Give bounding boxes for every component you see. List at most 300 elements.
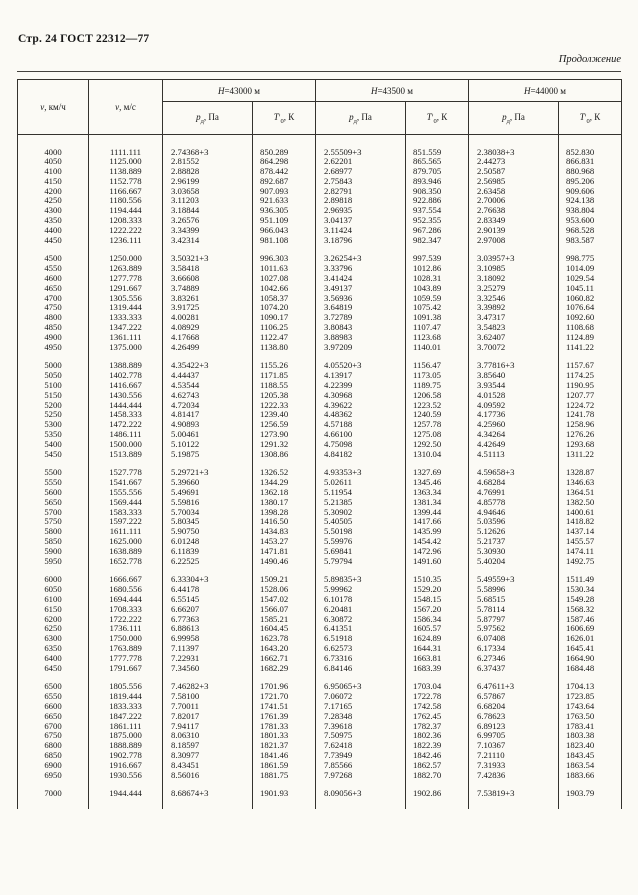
table-row	[18, 391, 622, 401]
cell-temperature-1: 1781.33	[253, 722, 316, 732]
cell-pressure-1: 8.30977	[163, 751, 253, 761]
cell-temperature-2: 922.886	[406, 196, 469, 206]
cell-temperature-1: 1090.17	[253, 313, 316, 323]
group-gap	[18, 245, 622, 254]
cell-pressure-3: 4.01528	[469, 391, 559, 401]
cell-pressure-3: 4.51113	[469, 450, 559, 460]
cell-pressure-2: 7.50975	[316, 731, 406, 741]
cell-temperature-3: 1157.67	[559, 361, 622, 371]
cell-temperature-1: 921.633	[253, 196, 316, 206]
cell-pressure-1: 3.50321+3	[163, 254, 253, 264]
table-row	[18, 682, 622, 692]
cell-temperature-1: 1881.75	[253, 771, 316, 781]
cell-v-ms: 1611.111	[89, 527, 163, 537]
cell-temperature-2: 1363.34	[406, 488, 469, 498]
cell-temperature-1: 1453.27	[253, 537, 316, 547]
cell-v-kmh: 4200	[18, 187, 89, 197]
cell-pressure-1: 5.39660	[163, 478, 253, 488]
cell-v-kmh: 4000	[18, 148, 89, 158]
cell-pressure-3: 4.85778	[469, 498, 559, 508]
cell-v-kmh: 4850	[18, 323, 89, 333]
cell-v-kmh: 4900	[18, 333, 89, 343]
cell-pressure-2: 7.06072	[316, 692, 406, 702]
cell-pressure-1: 6.22525	[163, 557, 253, 567]
cell-v-kmh: 4050	[18, 157, 89, 167]
cell-temperature-1: 864.298	[253, 157, 316, 167]
cell-pressure-2: 7.97268	[316, 771, 406, 781]
cell-pressure-3: 6.27346	[469, 654, 559, 664]
col-header-temperature-2: $T'_0$, К	[406, 102, 469, 135]
cell-v-kmh: 5500	[18, 468, 89, 478]
cell-v-kmh: 5950	[18, 557, 89, 567]
cell-temperature-1: 981.108	[253, 236, 316, 246]
cell-v-kmh: 5300	[18, 420, 89, 430]
cell-temperature-2: 1107.47	[406, 323, 469, 333]
cell-pressure-3: 2.83349	[469, 216, 559, 226]
table-row	[18, 450, 622, 460]
cell-temperature-1: 1308.86	[253, 450, 316, 460]
group-gap-cell	[163, 799, 253, 809]
cell-pressure-2: 8.09056+3	[316, 789, 406, 799]
cell-pressure-1: 6.66207	[163, 605, 253, 615]
cell-temperature-2: 1257.78	[406, 420, 469, 430]
cell-pressure-3: 6.78623	[469, 712, 559, 722]
cell-pressure-1: 5.59816	[163, 498, 253, 508]
cell-temperature-3: 1568.32	[559, 605, 622, 615]
cell-pressure-2: 5.11954	[316, 488, 406, 498]
cell-v-kmh: 6050	[18, 585, 89, 595]
cell-v-kmh: 6600	[18, 702, 89, 712]
col-header-v-kmh: v, км/ч	[18, 80, 89, 135]
cell-v-ms: 1569.444	[89, 498, 163, 508]
cell-v-kmh: 6700	[18, 722, 89, 732]
cell-v-ms: 1777.778	[89, 654, 163, 664]
cell-v-ms: 1513.889	[89, 450, 163, 460]
cell-temperature-3: 1045.11	[559, 284, 622, 294]
table-row	[18, 731, 622, 741]
cell-pressure-3: 7.10367	[469, 741, 559, 751]
cell-temperature-3: 1606.69	[559, 624, 622, 634]
cell-v-ms: 1152.778	[89, 177, 163, 187]
cell-temperature-1: 1662.71	[253, 654, 316, 664]
cell-pressure-2: 3.88983	[316, 333, 406, 343]
cell-temperature-2: 1028.31	[406, 274, 469, 284]
cell-temperature-2: 997.539	[406, 254, 469, 264]
cell-temperature-3: 909.606	[559, 187, 622, 197]
cell-pressure-2: 5.21385	[316, 498, 406, 508]
cell-pressure-1: 8.18597	[163, 741, 253, 751]
cell-temperature-3: 1437.14	[559, 527, 622, 537]
cell-temperature-2: 1140.01	[406, 343, 469, 353]
cell-temperature-3: 998.775	[559, 254, 622, 264]
cell-v-ms: 1666.667	[89, 575, 163, 585]
cell-pressure-2: 5.99962	[316, 585, 406, 595]
cell-v-ms: 1763.889	[89, 644, 163, 654]
cell-pressure-1: 4.26499	[163, 343, 253, 353]
cell-temperature-2: 952.355	[406, 216, 469, 226]
cell-v-kmh: 5800	[18, 527, 89, 537]
cell-pressure-2: 5.59976	[316, 537, 406, 547]
cell-temperature-1: 1623.78	[253, 634, 316, 644]
cell-v-ms: 1527.778	[89, 468, 163, 478]
cell-pressure-2: 3.56936	[316, 294, 406, 304]
cell-v-ms: 1708.333	[89, 605, 163, 615]
cell-pressure-1: 6.99958	[163, 634, 253, 644]
cell-temperature-2: 1012.86	[406, 264, 469, 274]
cell-temperature-1: 1122.47	[253, 333, 316, 343]
cell-v-kmh: 6950	[18, 771, 89, 781]
cell-temperature-2: 937.554	[406, 206, 469, 216]
cell-temperature-2: 1882.70	[406, 771, 469, 781]
cell-v-kmh: 4400	[18, 226, 89, 236]
cell-v-ms: 1236.111	[89, 236, 163, 246]
cell-pressure-1: 4.35422+3	[163, 361, 253, 371]
cell-temperature-2: 1043.89	[406, 284, 469, 294]
cell-v-ms: 1888.889	[89, 741, 163, 751]
cell-v-kmh: 5350	[18, 430, 89, 440]
cell-temperature-1: 1074.20	[253, 303, 316, 313]
cell-temperature-2: 1275.08	[406, 430, 469, 440]
cell-temperature-1: 1256.59	[253, 420, 316, 430]
cell-temperature-2: 967.286	[406, 226, 469, 236]
cell-temperature-3: 924.138	[559, 196, 622, 206]
cell-temperature-3: 1258.96	[559, 420, 622, 430]
cell-pressure-3: 2.63458	[469, 187, 559, 197]
cell-v-ms: 1180.556	[89, 196, 163, 206]
cell-v-ms: 1472.222	[89, 420, 163, 430]
cell-pressure-2: 5.69841	[316, 547, 406, 557]
cell-pressure-2: 4.84182	[316, 450, 406, 460]
cell-temperature-3: 1293.68	[559, 440, 622, 450]
cell-v-kmh: 6250	[18, 624, 89, 634]
cell-pressure-2: 5.02611	[316, 478, 406, 488]
cell-temperature-1: 1682.29	[253, 664, 316, 674]
table-row	[18, 343, 622, 353]
cell-temperature-3: 938.804	[559, 206, 622, 216]
table-row	[18, 196, 622, 206]
cell-pressure-2: 6.51918	[316, 634, 406, 644]
cell-pressure-2: 7.62418	[316, 741, 406, 751]
cell-temperature-2: 1548.15	[406, 595, 469, 605]
cell-temperature-2: 1842.46	[406, 751, 469, 761]
cell-temperature-2: 1683.39	[406, 664, 469, 674]
cell-pressure-3: 4.68284	[469, 478, 559, 488]
table-row	[18, 420, 622, 430]
cell-pressure-3: 4.25960	[469, 420, 559, 430]
cell-v-ms: 1138.889	[89, 167, 163, 177]
table-row	[18, 430, 622, 440]
cell-temperature-1: 1188.55	[253, 381, 316, 391]
cell-pressure-3: 3.18092	[469, 274, 559, 284]
cell-temperature-2: 1762.45	[406, 712, 469, 722]
cell-pressure-3: 3.54823	[469, 323, 559, 333]
cell-temperature-3: 1903.79	[559, 789, 622, 799]
cell-v-kmh: 4450	[18, 236, 89, 246]
table-row	[18, 177, 622, 187]
cell-pressure-3: 5.03596	[469, 517, 559, 527]
group-gap	[18, 780, 622, 789]
cell-pressure-2: 4.13917	[316, 371, 406, 381]
cell-temperature-1: 1741.51	[253, 702, 316, 712]
table-row	[18, 702, 622, 712]
cell-temperature-3: 1014.09	[559, 264, 622, 274]
cell-v-ms: 1375.000	[89, 343, 163, 353]
cell-temperature-3: 1549.28	[559, 595, 622, 605]
cell-v-kmh: 4250	[18, 196, 89, 206]
cell-temperature-2: 1399.44	[406, 508, 469, 518]
header-rule	[17, 71, 621, 72]
group-gap-cell	[469, 135, 559, 148]
cell-temperature-2: 1472.96	[406, 547, 469, 557]
cell-temperature-2: 1417.66	[406, 517, 469, 527]
cell-temperature-2: 1454.42	[406, 537, 469, 547]
cell-temperature-3: 1803.38	[559, 731, 622, 741]
cell-v-ms: 1305.556	[89, 294, 163, 304]
cell-pressure-2: 4.57188	[316, 420, 406, 430]
table-row	[18, 624, 622, 634]
cell-v-kmh: 4150	[18, 177, 89, 187]
cell-pressure-3: 6.99705	[469, 731, 559, 741]
cell-v-kmh: 6300	[18, 634, 89, 644]
cell-v-ms: 1750.000	[89, 634, 163, 644]
cell-v-ms: 1847.222	[89, 712, 163, 722]
cell-pressure-3: 2.50587	[469, 167, 559, 177]
cell-temperature-1: 1471.81	[253, 547, 316, 557]
cell-temperature-2: 1624.89	[406, 634, 469, 644]
cell-pressure-1: 6.55145	[163, 595, 253, 605]
cell-temperature-1: 1434.83	[253, 527, 316, 537]
cell-v-ms: 1722.222	[89, 615, 163, 625]
group-gap-cell	[559, 799, 622, 809]
cell-v-kmh: 5000	[18, 361, 89, 371]
cell-v-kmh: 6000	[18, 575, 89, 585]
cell-temperature-1: 1547.02	[253, 595, 316, 605]
cell-temperature-2: 1075.42	[406, 303, 469, 313]
group-gap-cell	[253, 799, 316, 809]
table-row	[18, 216, 622, 226]
table-row	[18, 692, 622, 702]
cell-temperature-3: 1843.45	[559, 751, 622, 761]
cell-pressure-2: 6.84146	[316, 664, 406, 674]
cell-v-ms: 1597.222	[89, 517, 163, 527]
cell-temperature-2: 1059.59	[406, 294, 469, 304]
cell-pressure-1: 3.74889	[163, 284, 253, 294]
cell-pressure-1: 7.22931	[163, 654, 253, 664]
cell-temperature-1: 1380.17	[253, 498, 316, 508]
cell-pressure-2: 5.50198	[316, 527, 406, 537]
table-row	[18, 508, 622, 518]
cell-pressure-1: 7.58100	[163, 692, 253, 702]
group-gap	[18, 135, 622, 148]
cell-v-ms: 1222.222	[89, 226, 163, 236]
cell-temperature-1: 1701.96	[253, 682, 316, 692]
cell-pressure-1: 6.77363	[163, 615, 253, 625]
cell-pressure-1: 3.83261	[163, 294, 253, 304]
cell-pressure-3: 3.10985	[469, 264, 559, 274]
cell-temperature-1: 1528.06	[253, 585, 316, 595]
cell-temperature-2: 1310.04	[406, 450, 469, 460]
cell-temperature-3: 1190.95	[559, 381, 622, 391]
cell-v-kmh: 6500	[18, 682, 89, 692]
cell-pressure-2: 3.72789	[316, 313, 406, 323]
table-row	[18, 498, 622, 508]
cell-v-ms: 1541.667	[89, 478, 163, 488]
cell-v-ms: 1263.889	[89, 264, 163, 274]
cell-pressure-3: 6.47611+3	[469, 682, 559, 692]
cell-pressure-1: 7.11397	[163, 644, 253, 654]
cell-temperature-2: 1802.36	[406, 731, 469, 741]
cell-pressure-1: 4.90893	[163, 420, 253, 430]
cell-v-ms: 1347.222	[89, 323, 163, 333]
cell-temperature-3: 1092.60	[559, 313, 622, 323]
cell-v-ms: 1500.000	[89, 440, 163, 450]
cell-v-ms: 1416.667	[89, 381, 163, 391]
col-header-pressure-2: $p_д$, Па	[316, 102, 406, 135]
cell-pressure-3: 3.62407	[469, 333, 559, 343]
cell-pressure-3: 2.76638	[469, 206, 559, 216]
cell-v-ms: 1402.778	[89, 371, 163, 381]
cell-temperature-3: 866.831	[559, 157, 622, 167]
cell-pressure-1: 6.44178	[163, 585, 253, 595]
cell-v-ms: 1444.444	[89, 401, 163, 411]
cell-v-ms: 1277.778	[89, 274, 163, 284]
table-row	[18, 294, 622, 304]
col-header-v-ms: v, м/с	[89, 80, 163, 135]
cell-temperature-2: 982.347	[406, 236, 469, 246]
cell-pressure-3: 5.12626	[469, 527, 559, 537]
table-row	[18, 761, 622, 771]
cell-temperature-3: 1400.61	[559, 508, 622, 518]
cell-pressure-1: 8.43451	[163, 761, 253, 771]
cell-temperature-3: 1511.49	[559, 575, 622, 585]
table-row	[18, 274, 622, 284]
group-gap-cell	[316, 799, 406, 809]
table-row	[18, 517, 622, 527]
cell-temperature-2: 1327.69	[406, 468, 469, 478]
cell-v-kmh: 5750	[18, 517, 89, 527]
cell-temperature-3: 1474.11	[559, 547, 622, 557]
cell-v-ms: 1333.333	[89, 313, 163, 323]
cell-v-kmh: 5850	[18, 537, 89, 547]
cell-pressure-1: 7.34560	[163, 664, 253, 674]
table-row	[18, 440, 622, 450]
cell-pressure-2: 6.62573	[316, 644, 406, 654]
cell-pressure-3: 3.03957+3	[469, 254, 559, 264]
cell-temperature-3: 968.528	[559, 226, 622, 236]
cell-temperature-2: 1156.47	[406, 361, 469, 371]
cell-pressure-3: 5.49559+3	[469, 575, 559, 585]
cell-v-kmh: 5050	[18, 371, 89, 381]
cell-pressure-2: 5.79794	[316, 557, 406, 567]
cell-temperature-3: 1311.22	[559, 450, 622, 460]
cell-pressure-2: 4.93353+3	[316, 468, 406, 478]
cell-pressure-2: 7.85566	[316, 761, 406, 771]
cell-pressure-2: 3.18796	[316, 236, 406, 246]
cell-temperature-1: 1011.63	[253, 264, 316, 274]
group-gap	[18, 799, 622, 809]
cell-pressure-3: 5.21737	[469, 537, 559, 547]
cell-pressure-3: 6.89123	[469, 722, 559, 732]
col-header-pressure-1: $p_д$, Па	[163, 102, 253, 135]
cell-temperature-3: 1455.57	[559, 537, 622, 547]
table-row	[18, 478, 622, 488]
cell-pressure-1: 5.19875	[163, 450, 253, 460]
cell-pressure-3: 5.97562	[469, 624, 559, 634]
cell-temperature-2: 1722.78	[406, 692, 469, 702]
cell-v-ms: 1875.000	[89, 731, 163, 741]
cell-pressure-1: 2.81552	[163, 157, 253, 167]
cell-v-kmh: 5450	[18, 450, 89, 460]
table-row	[18, 323, 622, 333]
cell-pressure-2: 2.75843	[316, 177, 406, 187]
table-row	[18, 771, 622, 781]
cell-pressure-3: 6.57867	[469, 692, 559, 702]
cell-v-kmh: 6900	[18, 761, 89, 771]
cell-pressure-1: 3.18844	[163, 206, 253, 216]
table-container	[17, 79, 622, 809]
cell-temperature-1: 1721.70	[253, 692, 316, 702]
cell-temperature-3: 852.830	[559, 148, 622, 158]
cell-temperature-3: 880.968	[559, 167, 622, 177]
cell-v-kmh: 5650	[18, 498, 89, 508]
cell-pressure-3: 3.77816+3	[469, 361, 559, 371]
cell-pressure-3: 3.93544	[469, 381, 559, 391]
table-row	[18, 615, 622, 625]
cell-pressure-3: 3.85640	[469, 371, 559, 381]
cell-temperature-1: 1416.50	[253, 517, 316, 527]
cell-v-kmh: 6400	[18, 654, 89, 664]
table-row	[18, 333, 622, 343]
cell-pressure-1: 4.81417	[163, 410, 253, 420]
cell-pressure-1: 4.17668	[163, 333, 253, 343]
cell-pressure-3: 4.76991	[469, 488, 559, 498]
cell-pressure-1: 7.82017	[163, 712, 253, 722]
table-row	[18, 303, 622, 313]
cell-v-ms: 1111.111	[89, 148, 163, 158]
cell-temperature-2: 893.946	[406, 177, 469, 187]
table-row	[18, 585, 622, 595]
table-row	[18, 157, 622, 167]
cell-temperature-1: 1155.26	[253, 361, 316, 371]
cell-temperature-3: 1743.64	[559, 702, 622, 712]
cell-pressure-3: 7.42836	[469, 771, 559, 781]
group-gap-cell	[559, 135, 622, 148]
cell-pressure-3: 4.17736	[469, 410, 559, 420]
cell-pressure-1: 7.94117	[163, 722, 253, 732]
col-header-h43000: H=43000 м	[163, 80, 316, 102]
cell-temperature-3: 1823.40	[559, 741, 622, 751]
cell-pressure-1: 8.68674+3	[163, 789, 253, 799]
cell-temperature-2: 1510.35	[406, 575, 469, 585]
cell-temperature-2: 1345.46	[406, 478, 469, 488]
cell-v-ms: 1791.667	[89, 664, 163, 674]
cell-v-kmh: 5900	[18, 547, 89, 557]
cell-pressure-2: 3.49137	[316, 284, 406, 294]
table-row	[18, 527, 622, 537]
cell-v-ms: 1291.667	[89, 284, 163, 294]
cell-v-ms: 1625.000	[89, 537, 163, 547]
table-row	[18, 410, 622, 420]
cell-v-ms: 1902.778	[89, 751, 163, 761]
cell-temperature-1: 1171.85	[253, 371, 316, 381]
cell-pressure-1: 3.03658	[163, 187, 253, 197]
cell-v-kmh: 4600	[18, 274, 89, 284]
cell-pressure-3: 5.30930	[469, 547, 559, 557]
cell-pressure-1: 2.74368+3	[163, 148, 253, 158]
group-gap-cell	[18, 799, 89, 809]
cell-temperature-2: 1292.50	[406, 440, 469, 450]
cell-v-kmh: 4750	[18, 303, 89, 313]
